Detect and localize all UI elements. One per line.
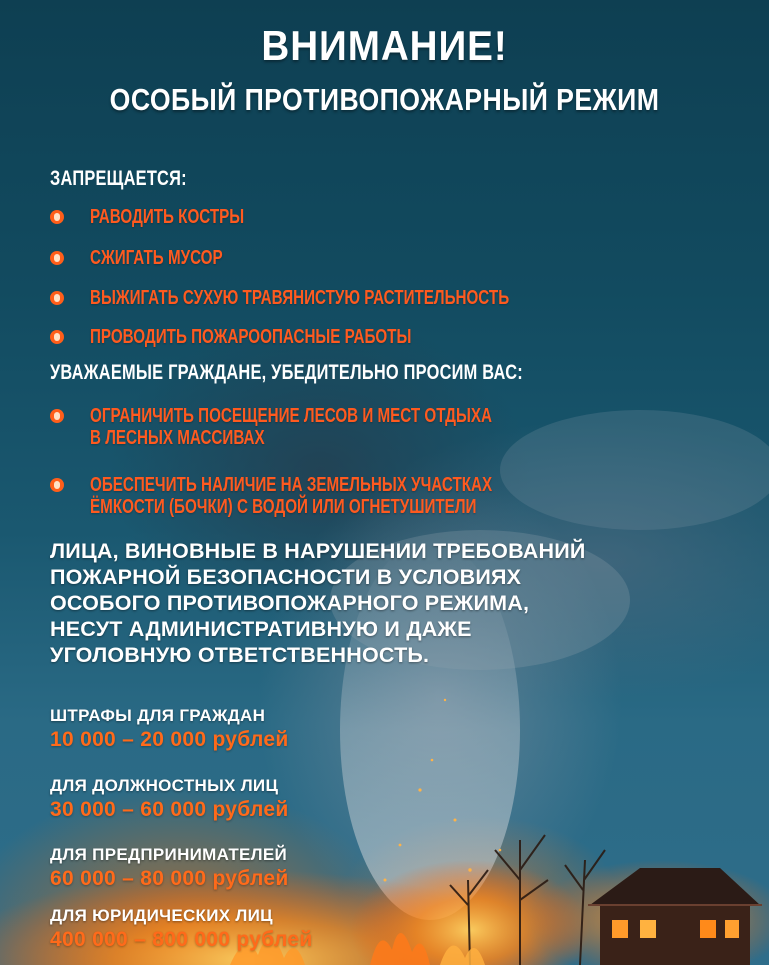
fine-label-citizens: ШТРАФЫ ДЛЯ ГРАЖДАН [50, 706, 266, 725]
forbidden-heading: ЗАПРЕЩАЕТСЯ: [50, 167, 187, 190]
forbidden-item: РАВОДИТЬ КОСТРЫ [90, 206, 245, 228]
alert-icon [50, 251, 64, 265]
liability-warning [50, 538, 750, 668]
fine-label-legal-entities: ДЛЯ ЮРИДИЧЕСКИХ ЛИЦ [50, 906, 273, 925]
warning-line: УГОЛОВНУЮ ОТВЕТСТВЕННОСТЬ. [50, 643, 430, 667]
fine-amount-legal-entities: 400 000 – 800 000 рублей [50, 928, 313, 951]
request-item-line: ЁМКОСТИ (БОЧКИ) С ВОДОЙ ИЛИ ОГНЕТУШИТЕЛИ [90, 496, 477, 518]
request-item-line: В ЛЕСНЫХ МАССИВАХ [90, 427, 265, 449]
alert-icon [50, 478, 64, 492]
warning-line: НЕСУТ АДМИНИСТРАТИВНУЮ И ДАЖЕ [50, 617, 472, 641]
warning-line: ЛИЦА, ВИНОВНЫЕ В НАРУШЕНИИ ТРЕБОВАНИЙ [50, 539, 586, 563]
alert-icon [50, 210, 64, 224]
fine-amount-entrepreneurs: 60 000 – 80 000 рублей [50, 867, 289, 890]
page-subtitle: ОСОБЫЙ ПРОТИВОПОЖАРНЫЙ РЕЖИМ [109, 82, 660, 117]
forbidden-item: ВЫЖИГАТЬ СУХУЮ ТРАВЯНИСТУЮ РАСТИТЕЛЬНОСТЬ [90, 287, 510, 309]
request-item-line: ОГРАНИЧИТЬ ПОСЕЩЕНИЕ ЛЕСОВ И МЕСТ ОТДЫХА [90, 405, 492, 427]
fine-label-entrepreneurs: ДЛЯ ПРЕДПРИНИМАТЕЛЕЙ [50, 845, 288, 864]
warning-line: ПОЖАРНОЙ БЕЗОПАСНОСТИ В УСЛОВИЯХ [50, 565, 522, 589]
alert-icon [50, 291, 64, 305]
warning-line: ОСОБОГО ПРОТИВОПОЖАРНОГО РЕЖИМА, [50, 591, 530, 615]
request-item-line: ОБЕСПЕЧИТЬ НАЛИЧИЕ НА ЗЕМЕЛЬНЫХ УЧАСТКАХ [90, 474, 493, 496]
page-title: ВНИМАНИЕ! [261, 22, 508, 69]
fine-label-officials: ДЛЯ ДОЛЖНОСТНЫХ ЛИЦ [50, 776, 279, 795]
fine-amount-officials: 30 000 – 60 000 рублей [50, 798, 289, 821]
forbidden-item: СЖИГАТЬ МУСОР [90, 247, 223, 269]
alert-icon [50, 330, 64, 344]
fine-amount-citizens: 10 000 – 20 000 рублей [50, 728, 289, 751]
request-heading: УВАЖАЕМЫЕ ГРАЖДАНЕ, УБЕДИТЕЛЬНО ПРОСИМ ВАС: [50, 361, 523, 384]
forbidden-item: ПРОВОДИТЬ ПОЖАРООПАСНЫЕ РАБОТЫ [90, 326, 412, 348]
alert-icon [50, 409, 64, 423]
